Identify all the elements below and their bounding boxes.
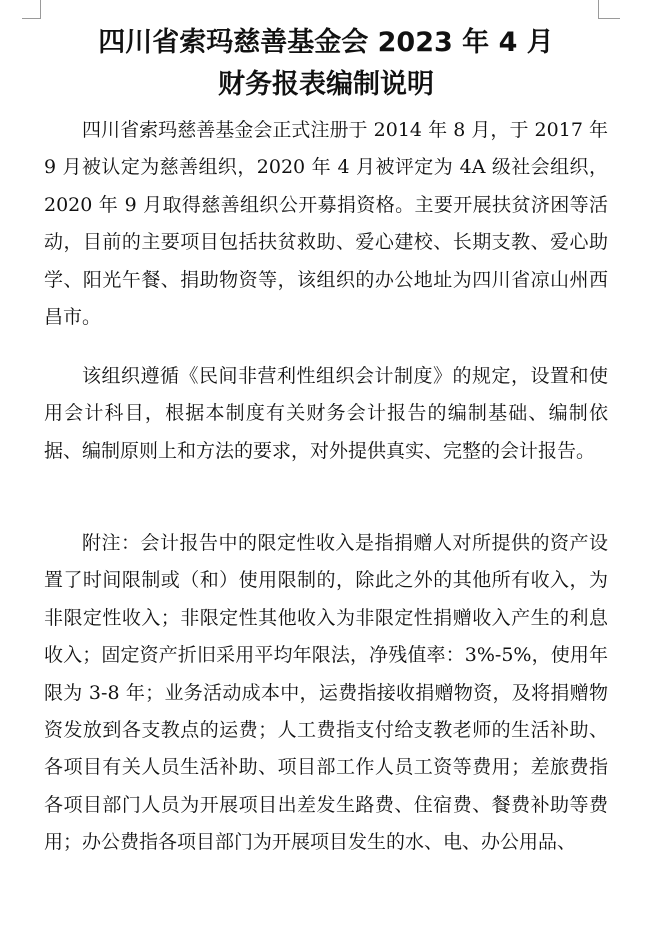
crop-mark-top-left-horizontal [22,18,41,19]
crop-mark-top-left-vertical [40,0,41,18]
crop-mark-top-right-vertical [598,0,599,18]
paragraph-accounting-standard: 该组织遵循《民间非营利性组织会计制度》的规定，设置和使用会计科目，根据本制度有关财务会计报告的编制基础、编制依据、编制原则上和方法的要求，对外提供真实、完整的会计报告。 [44,365,608,462]
crop-mark-top-right-horizontal [598,18,620,19]
document-title-line-1: 四川省索玛慈善基金会 2023 年 4 月 [98,27,554,58]
paragraph-organization-intro: 四川省索玛慈善基金会正式注册于 2014 年 8 月，于 2017 年 9 月被认定为慈善组织，2020 年 4 月被评定为 4A 级社会组织，2020 年 9 月取得慈善组织公开募捐资格。主要开展扶贫济困等活动，目前的主要项目包括扶贫救助、爱心建校、长期支教、爱心助学、阳光午餐、捐助物资等，该组织的办公地址为四川省凉山州西昌市。 [44,119,608,329]
document-title-line-2: 财务报表编制说明 [218,69,434,100]
paragraph-notes: 附注：会计报告中的限定性收入是指捐赠人对所提供的资产设置了时间限制或（和）使用限制的，除此之外的其他所有收入，为非限定性收入；非限定性其他收入为非限定性捐赠收入产生的利息收入；固定资产折旧采用平均年限法，净残值率：3%-5%，使用年限为 3-8 年；业务活动成本中，运费指接收捐赠物资，及将捐赠物资发放到各支教点的运费；人工费指支付给支教老师的生活补助、各项目有关人员生活补助、项目部工作人员工资等费用；差旅费指各项目部门人员为开展项目出差发生路费、住宿费、餐费补助等费用；办公费指各项目部门为开展项目发生的水、电、办公用品、 [44,532,608,854]
